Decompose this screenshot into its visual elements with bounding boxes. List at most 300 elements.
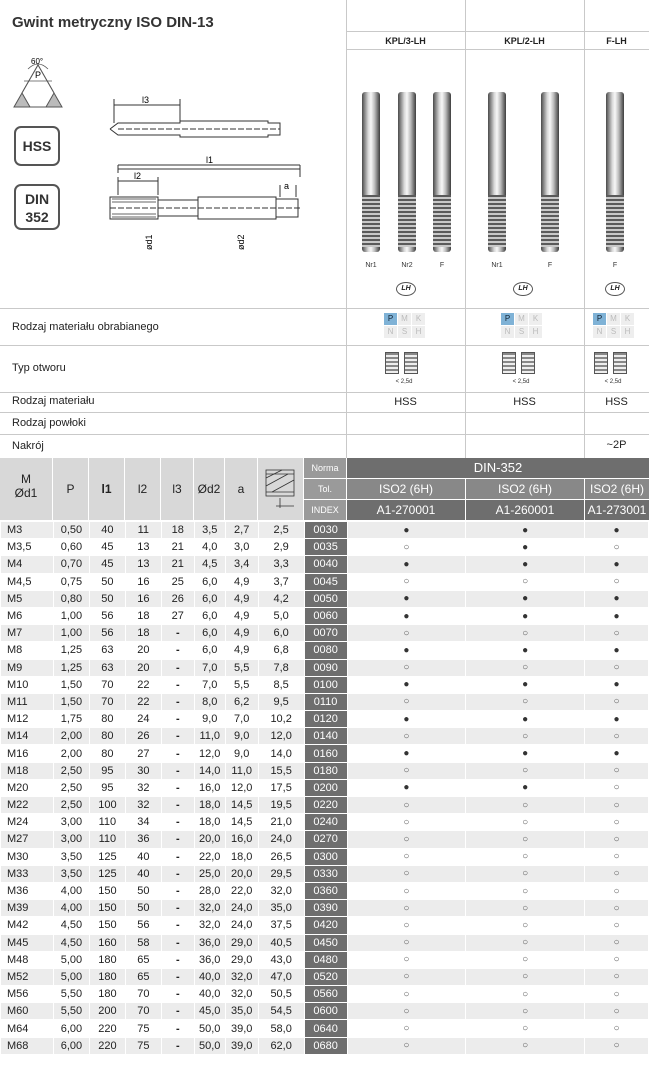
table-cell: 63 (89, 659, 125, 676)
on-order-dot-icon: ○ (466, 865, 585, 882)
table-cell: 20,0 (194, 831, 225, 848)
table-cell: 24 (125, 711, 161, 728)
in-stock-dot-icon: ● (585, 607, 649, 624)
on-order-dot-icon: ○ (585, 831, 649, 848)
table-cell: - (161, 848, 194, 865)
table-cell: 20 (125, 642, 161, 659)
table-cell: 6,2 (225, 693, 258, 710)
in-stock-dot-icon: ● (466, 676, 585, 693)
on-order-dot-icon: ○ (585, 693, 649, 710)
table-cell: 54,5 (258, 1003, 304, 1020)
table-cell: M45 (1, 934, 54, 951)
on-order-dot-icon: ○ (585, 934, 649, 951)
table-cell: M64 (1, 1020, 54, 1037)
table-cell: M4,5 (1, 573, 54, 590)
table-cell: - (161, 728, 194, 745)
table-cell: 100 (89, 797, 125, 814)
index-cell: 0600 (304, 1003, 347, 1020)
material-k-icon: K (412, 313, 425, 325)
table-cell: 18 (125, 625, 161, 642)
material-n-icon: N (384, 326, 397, 338)
index-cell: 0450 (304, 934, 347, 951)
table-cell: 4,9 (225, 590, 258, 607)
table-cell: 20 (125, 659, 161, 676)
table-cell: 200 (89, 1003, 125, 1020)
on-order-dot-icon: ○ (347, 900, 466, 917)
table-cell: M12 (1, 711, 54, 728)
table-cell: 30 (125, 762, 161, 779)
through-hole-icon (385, 352, 399, 374)
d1-label: ød1 (144, 234, 154, 250)
table-cell: 22 (125, 676, 161, 693)
table-cell: 15,5 (258, 762, 304, 779)
table-cell: 70 (89, 676, 125, 693)
in-stock-dot-icon: ● (347, 607, 466, 624)
on-order-dot-icon: ○ (347, 814, 466, 831)
table-cell: 62,0 (258, 1037, 304, 1054)
table-cell: - (161, 968, 194, 985)
table-cell: - (161, 900, 194, 917)
table-cell: 50 (89, 590, 125, 607)
table-cell: 80 (89, 711, 125, 728)
table-cell: - (161, 882, 194, 899)
table-cell: 2,5 (258, 522, 304, 539)
in-stock-dot-icon: ● (466, 539, 585, 556)
table-cell: 4,0 (194, 539, 225, 556)
table-cell: 5,5 (225, 659, 258, 676)
table-row (1, 711, 649, 728)
index-cell: 0330 (304, 865, 347, 882)
header-p: P (53, 458, 88, 520)
on-order-dot-icon: ○ (466, 934, 585, 951)
table-cell: 0,80 (53, 590, 89, 607)
material-h-icon: H (621, 326, 634, 338)
table-row (1, 590, 649, 607)
table-cell: 1,50 (53, 676, 89, 693)
index-cell: 0080 (304, 642, 347, 659)
table-cell: M7 (1, 625, 54, 642)
in-stock-dot-icon: ● (585, 711, 649, 728)
in-stock-dot-icon: ● (347, 745, 466, 762)
table-cell: 4,9 (225, 573, 258, 590)
table-cell: 32,0 (194, 900, 225, 917)
left-hand-icon: LH (605, 282, 625, 296)
material-n-icon: N (501, 326, 514, 338)
table-cell: 8,0 (194, 693, 225, 710)
on-order-dot-icon: ○ (585, 1020, 649, 1037)
on-order-dot-icon: ○ (585, 882, 649, 899)
l3-label: l3 (142, 95, 150, 105)
index-cell: 0040 (304, 556, 347, 573)
divider (0, 412, 649, 413)
table-cell: 6,0 (258, 625, 304, 642)
table-cell: 70 (89, 693, 125, 710)
coating-label: Rodzaj powłoki (12, 417, 86, 429)
material-m-icon: M (398, 313, 411, 325)
table-row (1, 642, 649, 659)
table-cell: 4,9 (225, 642, 258, 659)
table-cell: 40 (89, 522, 125, 539)
table-cell: 50,5 (258, 986, 304, 1003)
table-cell: 9,5 (258, 693, 304, 710)
table-row (1, 745, 649, 762)
table-cell: 4,2 (258, 590, 304, 607)
blind-hole-icon (404, 352, 418, 374)
table-cell: 220 (89, 1037, 125, 1054)
tap-label: F (612, 262, 618, 269)
table-cell: M56 (1, 986, 54, 1003)
table-cell: 36,0 (194, 934, 225, 951)
table-row (1, 539, 649, 556)
material-p-icon: P (501, 313, 514, 325)
on-order-dot-icon: ○ (466, 693, 585, 710)
norma-label: Norma (304, 458, 346, 478)
index-cell: 0640 (304, 1020, 347, 1037)
in-stock-dot-icon: ● (347, 779, 466, 796)
left-hand-icon: LH (396, 282, 416, 296)
tap-thread (541, 195, 559, 247)
table-cell: 5,50 (53, 986, 89, 1003)
index-cell: 0300 (304, 848, 347, 865)
table-cell: 5,50 (53, 1003, 89, 1020)
table-cell: 29,0 (225, 951, 258, 968)
table-cell: 32 (125, 779, 161, 796)
table-cell: 19,5 (258, 797, 304, 814)
in-stock-dot-icon: ● (466, 745, 585, 762)
table-cell: 7,0 (194, 659, 225, 676)
table-cell: 21,0 (258, 814, 304, 831)
table-cell: 40 (125, 848, 161, 865)
table-cell: - (161, 642, 194, 659)
table-cell: 18,0 (194, 814, 225, 831)
divider (346, 31, 649, 32)
hole-note: < 2,5d (512, 379, 530, 385)
table-cell: 220 (89, 1020, 125, 1037)
tol-value: ISO2 (6H) (585, 479, 649, 499)
index-cell: 0200 (304, 779, 347, 796)
table-cell: 10,2 (258, 711, 304, 728)
table-cell: 2,50 (53, 762, 89, 779)
table-cell: - (161, 625, 194, 642)
in-stock-dot-icon: ● (347, 556, 466, 573)
in-stock-dot-icon: ● (347, 642, 466, 659)
table-cell: 3,5 (194, 522, 225, 539)
table-cell: 1,75 (53, 711, 89, 728)
on-order-dot-icon: ○ (466, 900, 585, 917)
table-cell: - (161, 676, 194, 693)
table-cell: 22,0 (194, 848, 225, 865)
table-row (1, 779, 649, 796)
table-cell: 2,00 (53, 728, 89, 745)
table-cell: 29,0 (225, 934, 258, 951)
table-cell: 3,7 (258, 573, 304, 590)
table-cell: 0,75 (53, 573, 89, 590)
on-order-dot-icon: ○ (585, 917, 649, 934)
table-cell: 56 (89, 625, 125, 642)
tol-value: ISO2 (6H) (466, 479, 584, 499)
column-header: KPL/3-LH (385, 36, 426, 46)
table-cell: 16,0 (194, 779, 225, 796)
on-order-dot-icon: ○ (347, 1020, 466, 1037)
on-order-dot-icon: ○ (466, 1037, 585, 1054)
in-stock-dot-icon: ● (347, 590, 466, 607)
table-cell: 21 (161, 539, 194, 556)
table-cell: 180 (89, 951, 125, 968)
tap-label: Nr1 (491, 262, 503, 269)
on-order-dot-icon: ○ (585, 848, 649, 865)
table-cell: M48 (1, 951, 54, 968)
l2-label: l2 (134, 171, 142, 181)
on-order-dot-icon: ○ (347, 831, 466, 848)
table-cell: 160 (89, 934, 125, 951)
table-row (1, 917, 649, 934)
table-row (1, 556, 649, 573)
table-row (1, 762, 649, 779)
table-row (1, 900, 649, 917)
table-cell: 40,0 (194, 986, 225, 1003)
table-cell: - (161, 711, 194, 728)
table-cell: 80 (89, 728, 125, 745)
table-cell: 6,00 (53, 1037, 89, 1054)
table-cell: 150 (89, 900, 125, 917)
table-row (1, 865, 649, 882)
pitch-label: P (35, 70, 42, 80)
table-cell: M3,5 (1, 539, 54, 556)
index-cell: 0270 (304, 831, 347, 848)
table-cell: 63 (89, 642, 125, 659)
divider (346, 0, 347, 458)
on-order-dot-icon: ○ (347, 797, 466, 814)
on-order-dot-icon: ○ (585, 797, 649, 814)
material-p-icon: P (384, 313, 397, 325)
table-cell: 50 (125, 882, 161, 899)
table-cell: 40 (125, 865, 161, 882)
on-order-dot-icon: ○ (585, 900, 649, 917)
table-cell: 18,0 (225, 848, 258, 865)
divider (584, 0, 585, 458)
table-cell: M22 (1, 797, 54, 814)
table-row (1, 522, 649, 539)
table-cell: 13 (125, 556, 161, 573)
index-cell: 0180 (304, 762, 347, 779)
on-order-dot-icon: ○ (466, 831, 585, 848)
thread-profile-icon (12, 55, 64, 110)
table-cell: 75 (125, 1020, 161, 1037)
table-cell: - (161, 934, 194, 951)
hole-type-label: Typ otworu (12, 362, 66, 374)
table-cell: 32,0 (225, 968, 258, 985)
table-cell: 9,0 (225, 745, 258, 762)
tap-label: Nr2 (401, 262, 413, 269)
table-cell: 24,0 (225, 900, 258, 917)
table-cell: 20,0 (225, 865, 258, 882)
table-cell: 56 (125, 917, 161, 934)
table-row (1, 986, 649, 1003)
material-s-icon: S (398, 326, 411, 338)
table-cell: 39,0 (225, 1020, 258, 1037)
on-order-dot-icon: ○ (466, 882, 585, 899)
chamfer-label: Nakrój (12, 440, 44, 452)
material-k-icon: K (529, 313, 542, 325)
on-order-dot-icon: ○ (347, 917, 466, 934)
header-l1: l1 (89, 458, 124, 520)
index-cell: 0680 (304, 1037, 347, 1054)
table-cell: 35,0 (258, 900, 304, 917)
table-row (1, 1037, 649, 1054)
table-cell: - (161, 779, 194, 796)
in-stock-dot-icon: ● (585, 522, 649, 539)
index-cell: 0560 (304, 986, 347, 1003)
table-cell: 95 (89, 762, 125, 779)
table-row (1, 728, 649, 745)
index-cell: 0220 (304, 797, 347, 814)
index-value: A1-273001 (585, 500, 649, 520)
material-s-icon: S (607, 326, 620, 338)
table-cell: 4,50 (53, 917, 89, 934)
hole-note: < 2,5d (395, 379, 413, 385)
in-stock-dot-icon: ● (585, 556, 649, 573)
on-order-dot-icon: ○ (347, 659, 466, 676)
table-cell: 11 (125, 522, 161, 539)
table-cell: 1,00 (53, 625, 89, 642)
spec-table (0, 521, 649, 1055)
material-label: Rodzaj materiału (12, 395, 95, 407)
table-cell: - (161, 831, 194, 848)
on-order-dot-icon: ○ (347, 986, 466, 1003)
table-cell: 40,0 (194, 968, 225, 985)
table-cell: 50,0 (194, 1037, 225, 1054)
table-cell: 26 (161, 590, 194, 607)
in-stock-dot-icon: ● (466, 642, 585, 659)
table-cell: 150 (89, 882, 125, 899)
table-cell: 70 (125, 1003, 161, 1020)
table-cell: 65 (125, 968, 161, 985)
table-row (1, 831, 649, 848)
table-cell: 80 (89, 745, 125, 762)
table-cell: 180 (89, 986, 125, 1003)
index-label: INDEX (304, 500, 346, 520)
table-row (1, 848, 649, 865)
table-cell: 3,00 (53, 814, 89, 831)
material-group-label: Rodzaj materiału obrabianego (12, 321, 159, 333)
index-cell: 0390 (304, 900, 347, 917)
material-p-icon: P (593, 313, 606, 325)
on-order-dot-icon: ○ (466, 1003, 585, 1020)
on-order-dot-icon: ○ (466, 728, 585, 745)
in-stock-dot-icon: ● (585, 642, 649, 659)
in-stock-dot-icon: ● (466, 556, 585, 573)
table-cell: M60 (1, 1003, 54, 1020)
material-s-icon: S (515, 326, 528, 338)
on-order-dot-icon: ○ (585, 814, 649, 831)
table-cell: 14,0 (258, 745, 304, 762)
left-hand-icon: LH (513, 282, 533, 296)
on-order-dot-icon: ○ (466, 625, 585, 642)
header-m: M Ød1 (0, 458, 52, 520)
table-cell: 180 (89, 968, 125, 985)
table-cell: 9,0 (225, 728, 258, 745)
index-cell: 0420 (304, 917, 347, 934)
table-cell: M11 (1, 693, 54, 710)
table-cell: M39 (1, 900, 54, 917)
hss-badge: HSS (14, 126, 60, 166)
table-cell: 150 (89, 917, 125, 934)
table-cell: 2,50 (53, 797, 89, 814)
table-cell: - (161, 917, 194, 934)
table-cell: 3,4 (225, 556, 258, 573)
table-row (1, 882, 649, 899)
chamfer-value: ~2P (606, 439, 627, 451)
table-cell: M18 (1, 762, 54, 779)
table-cell: - (161, 951, 194, 968)
table-row (1, 797, 649, 814)
table-cell: 58,0 (258, 1020, 304, 1037)
on-order-dot-icon: ○ (585, 539, 649, 556)
table-cell: 5,00 (53, 951, 89, 968)
table-cell: 45 (89, 539, 125, 556)
on-order-dot-icon: ○ (585, 1003, 649, 1020)
table-cell: 27 (125, 745, 161, 762)
table-cell: 35,0 (225, 1003, 258, 1020)
table-cell: 6,0 (194, 590, 225, 607)
table-cell: 5,5 (225, 676, 258, 693)
table-cell: 50 (89, 573, 125, 590)
table-cell: 14,5 (225, 814, 258, 831)
a-label: a (284, 181, 290, 191)
table-row (1, 934, 649, 951)
table-cell: M14 (1, 728, 54, 745)
table-row (1, 607, 649, 624)
in-stock-dot-icon: ● (347, 522, 466, 539)
on-order-dot-icon: ○ (466, 797, 585, 814)
tap-label: F (547, 262, 553, 269)
table-cell: 32,0 (194, 917, 225, 934)
on-order-dot-icon: ○ (347, 951, 466, 968)
table-cell: 25,0 (194, 865, 225, 882)
table-cell: 5,0 (258, 607, 304, 624)
table-cell: 70 (125, 986, 161, 1003)
index-cell: 0140 (304, 728, 347, 745)
on-order-dot-icon: ○ (585, 728, 649, 745)
on-order-dot-icon: ○ (466, 968, 585, 985)
l1-label: l1 (206, 155, 214, 165)
table-cell: 18,0 (194, 797, 225, 814)
table-cell: 14,5 (225, 797, 258, 814)
tap-dimension-drawing (90, 85, 320, 255)
header-d2: Ød2 (194, 458, 224, 520)
table-row (1, 968, 649, 985)
table-cell: 0,70 (53, 556, 89, 573)
tap-thread (488, 195, 506, 247)
in-stock-dot-icon: ● (466, 779, 585, 796)
table-row (1, 1003, 649, 1020)
table-cell: M9 (1, 659, 54, 676)
table-cell: 22 (125, 693, 161, 710)
divider (0, 434, 649, 435)
table-cell: 7,0 (194, 676, 225, 693)
table-cell: 29,5 (258, 865, 304, 882)
table-cell: 6,0 (194, 625, 225, 642)
table-cell: 32,0 (225, 986, 258, 1003)
table-cell: M4 (1, 556, 54, 573)
table-cell: 58 (125, 934, 161, 951)
table-cell: 7,0 (225, 711, 258, 728)
index-value: A1-260001 (466, 500, 584, 520)
table-cell: 36 (125, 831, 161, 848)
table-cell: 25 (161, 573, 194, 590)
index-cell: 0060 (304, 607, 347, 624)
on-order-dot-icon: ○ (347, 1003, 466, 1020)
